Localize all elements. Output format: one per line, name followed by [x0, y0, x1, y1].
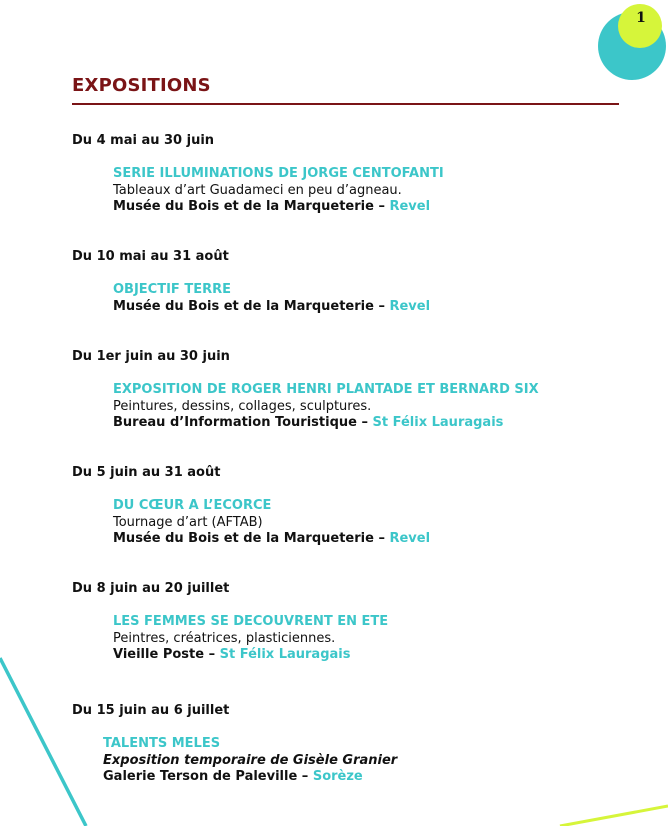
event-town: Revel	[389, 531, 431, 547]
location-separator: –	[373, 298, 390, 314]
event-entry	[113, 614, 388, 664]
event-venue: Musée du Bois et de la Marqueterie	[113, 531, 374, 547]
event-entry	[103, 736, 397, 786]
event-description: Peintures, dessins, collages, sculptures.	[113, 398, 372, 414]
location-separator: –	[356, 415, 373, 431]
event-title: SERIE ILLUMINATIONS DE JORGE CENTOFANTI	[113, 166, 444, 181]
event-description: Tableaux d’art Guadameci en peu d’agneau.	[113, 182, 402, 198]
event-location	[113, 299, 430, 316]
event-title: TALENTS MELES	[103, 736, 221, 751]
event-entry	[113, 498, 430, 548]
location-separator: –	[373, 199, 390, 215]
event-venue: Bureau d’Information Touristique	[113, 415, 357, 431]
location-separator: –	[204, 647, 220, 663]
event-town: St Félix Lauragais	[219, 647, 351, 663]
event-venue: Galerie Terson de Paleville	[103, 769, 298, 785]
event-title: EXPOSITION DE ROGER HENRI PLANTADE ET BERNARD SIX	[113, 382, 539, 397]
event-title: DU CŒUR A L’ECORCE	[113, 498, 272, 513]
event-location	[113, 199, 444, 216]
event-town: Revel	[389, 199, 431, 215]
event-location	[103, 769, 397, 786]
event-date: Du 8 juin au 20 juillet	[72, 581, 230, 596]
event-location	[113, 415, 539, 432]
title-underline	[72, 103, 619, 105]
location-separator: –	[373, 531, 390, 547]
event-venue: Vieille Poste	[113, 647, 205, 663]
lime-diagonal-line	[560, 806, 668, 826]
event-entry	[113, 282, 430, 315]
event-date: Du 5 juin au 31 août	[72, 465, 221, 480]
event-entry	[113, 166, 444, 216]
event-description: Exposition temporaire de Gisèle Granier	[103, 752, 398, 768]
location-separator: –	[297, 769, 313, 785]
event-location	[113, 647, 388, 664]
event-date: Du 10 mai au 31 août	[72, 249, 229, 264]
event-venue: Musée du Bois et de la Marqueterie	[113, 298, 374, 314]
event-venue: Musée du Bois et de la Marqueterie	[113, 199, 374, 215]
event-description: Tournage d’art (AFTAB)	[113, 514, 263, 530]
event-title: OBJECTIF TERRE	[113, 282, 231, 297]
event-town: Sorèze	[312, 769, 363, 785]
event-town: St Félix Lauragais	[372, 415, 504, 431]
event-date: Du 1er juin au 30 juin	[72, 349, 230, 364]
teal-diagonal-line	[0, 658, 86, 826]
page-number: 1	[636, 10, 646, 26]
event-date: Du 15 juin au 6 juillet	[72, 703, 230, 718]
event-title: LES FEMMES SE DECOUVRENT EN ETE	[113, 614, 389, 629]
event-description: Peintres, créatrices, plasticiennes.	[113, 630, 336, 646]
event-entry	[113, 382, 539, 432]
event-date: Du 4 mai au 30 juin	[72, 133, 215, 148]
event-location	[113, 531, 430, 548]
page-title: EXPOSITIONS	[72, 75, 211, 96]
event-town: Revel	[389, 298, 431, 314]
